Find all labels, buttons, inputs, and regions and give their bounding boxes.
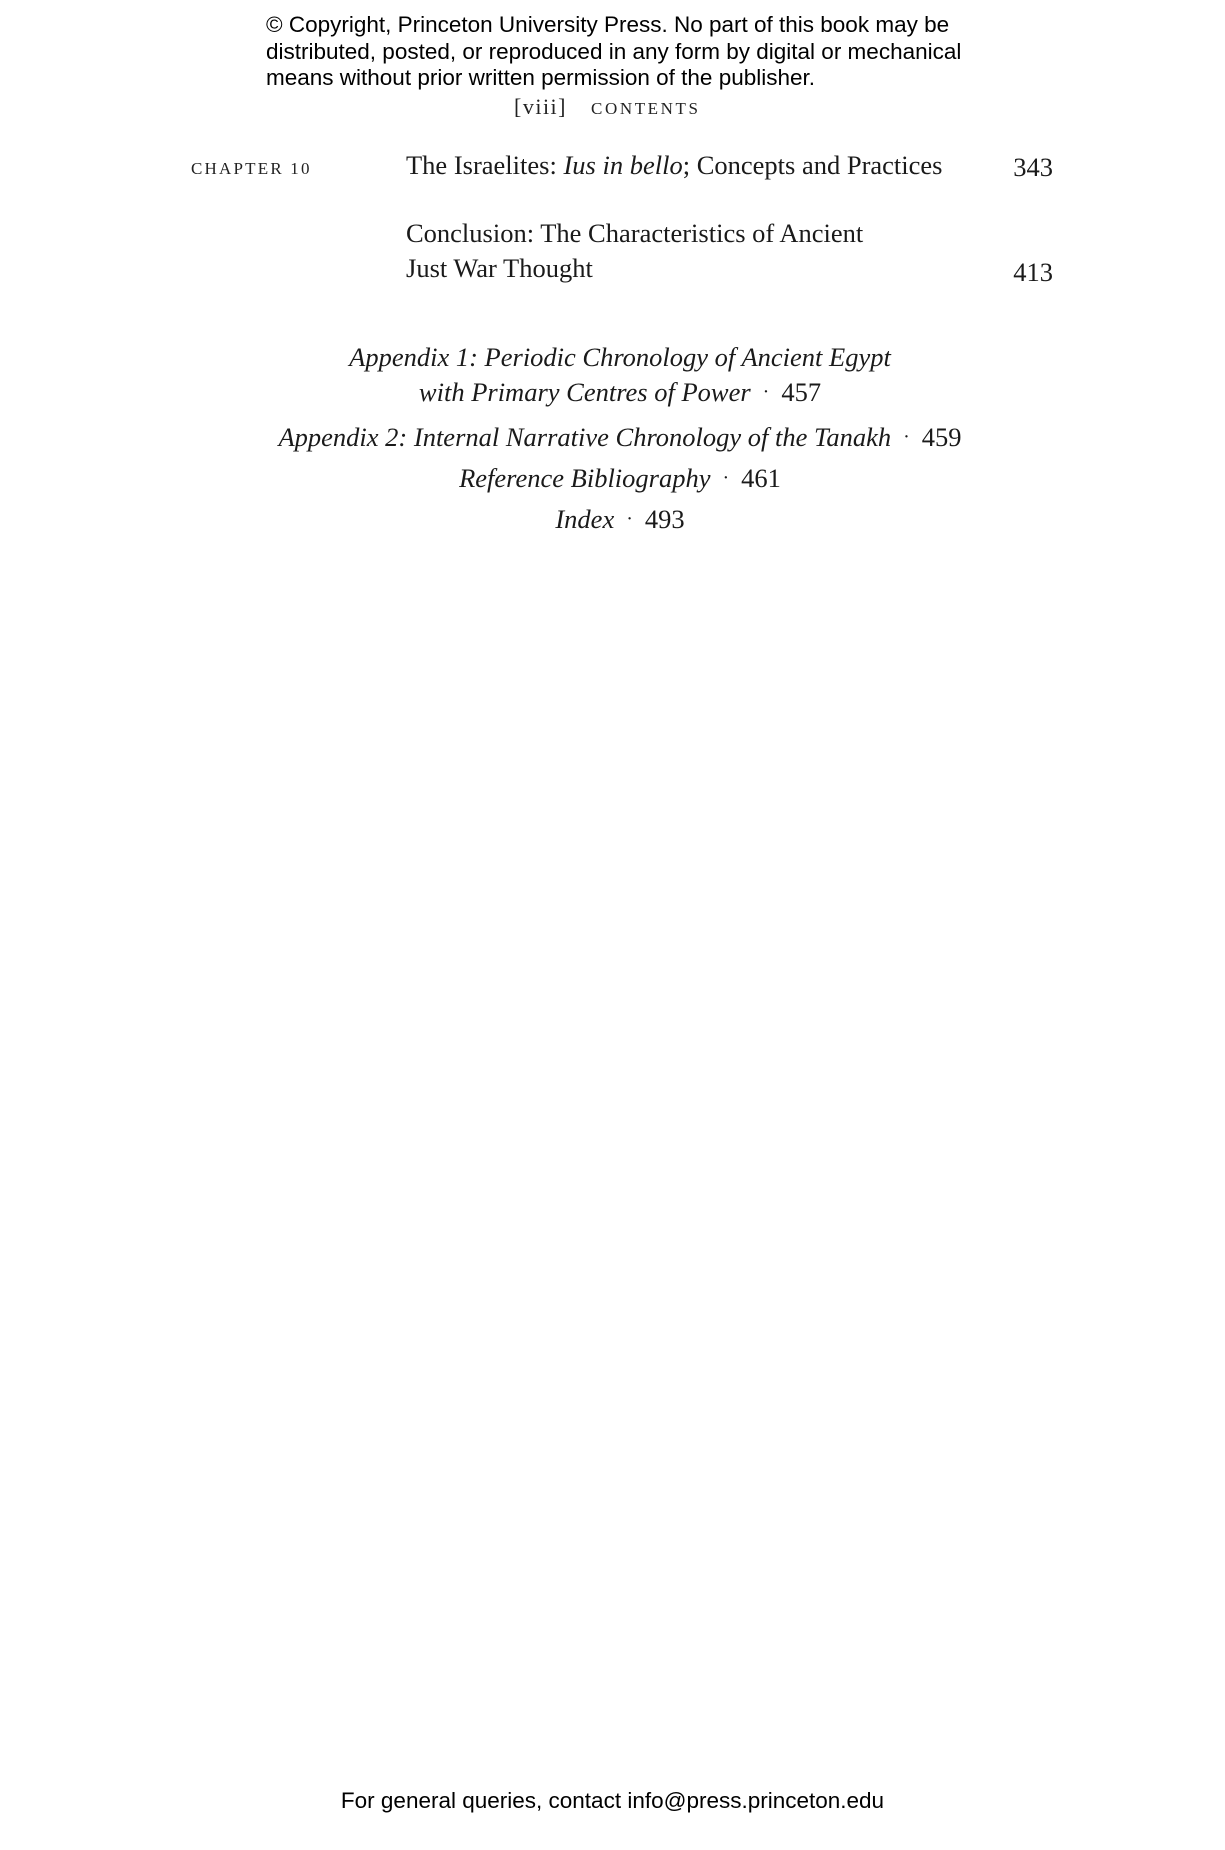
conclusion-title-line: Conclusion: The Characteristics of Ancient xyxy=(406,218,864,248)
separator-dot: · xyxy=(903,426,910,448)
appendix-1-entry xyxy=(0,340,1225,413)
conclusion-title-line: Just War Thought xyxy=(406,253,593,283)
bibliography-title: Reference Bibliography xyxy=(459,463,711,493)
copyright-line: distributed, posted, or reproduced in any form by digital or mechanical xyxy=(266,38,962,64)
appendix-1-title-line1: Appendix 1: Periodic Chronology of Ancient Egypt xyxy=(349,342,891,372)
conclusion-title xyxy=(406,216,863,286)
chapter-title xyxy=(406,148,943,183)
copyright-notice xyxy=(266,12,1026,92)
chapter-title-italic: Ius in bello xyxy=(563,150,683,180)
bibliography-entry xyxy=(0,461,1225,499)
appendix-2-entry xyxy=(0,420,1225,458)
bibliography-page-number: 461 xyxy=(741,463,781,493)
footer-contact: For general queries, contact info@press.princeton.edu xyxy=(340,1788,885,1813)
appendix-2-title: Appendix 2: Internal Narrative Chronology of the Tanakh xyxy=(278,422,892,452)
chapter-title-part: ; Concepts and Practices xyxy=(682,150,943,180)
separator-dot: · xyxy=(722,467,730,489)
chapter-page-number: 343 xyxy=(1013,152,1053,182)
appendix-1-page-number: 457 xyxy=(781,377,822,407)
index-page-number: 493 xyxy=(644,504,685,534)
separator-dot: · xyxy=(626,508,633,530)
separator-dot: · xyxy=(762,381,770,403)
running-head-page-number: [viii] xyxy=(514,94,567,119)
index-title: Index xyxy=(555,504,615,534)
appendix-1-line xyxy=(0,375,1225,413)
copyright-line: © Copyright, Princeton University Press. No part of this book may be xyxy=(266,12,950,37)
conclusion-page-number: 413 xyxy=(1013,257,1053,287)
chapter-title-part: The Israelites: xyxy=(406,150,564,180)
appendix-1-line xyxy=(0,340,1225,375)
appendix-1-title-line2: with Primary Centres of Power xyxy=(418,377,751,407)
running-head-title: CONTENTS xyxy=(591,99,701,118)
chapter-label: CHAPTER 10 xyxy=(191,159,312,178)
running-head xyxy=(514,94,701,120)
appendix-2-page-number: 459 xyxy=(921,422,962,452)
index-entry xyxy=(0,502,1225,540)
copyright-line: means without prior written permission of the publisher. xyxy=(266,65,816,90)
